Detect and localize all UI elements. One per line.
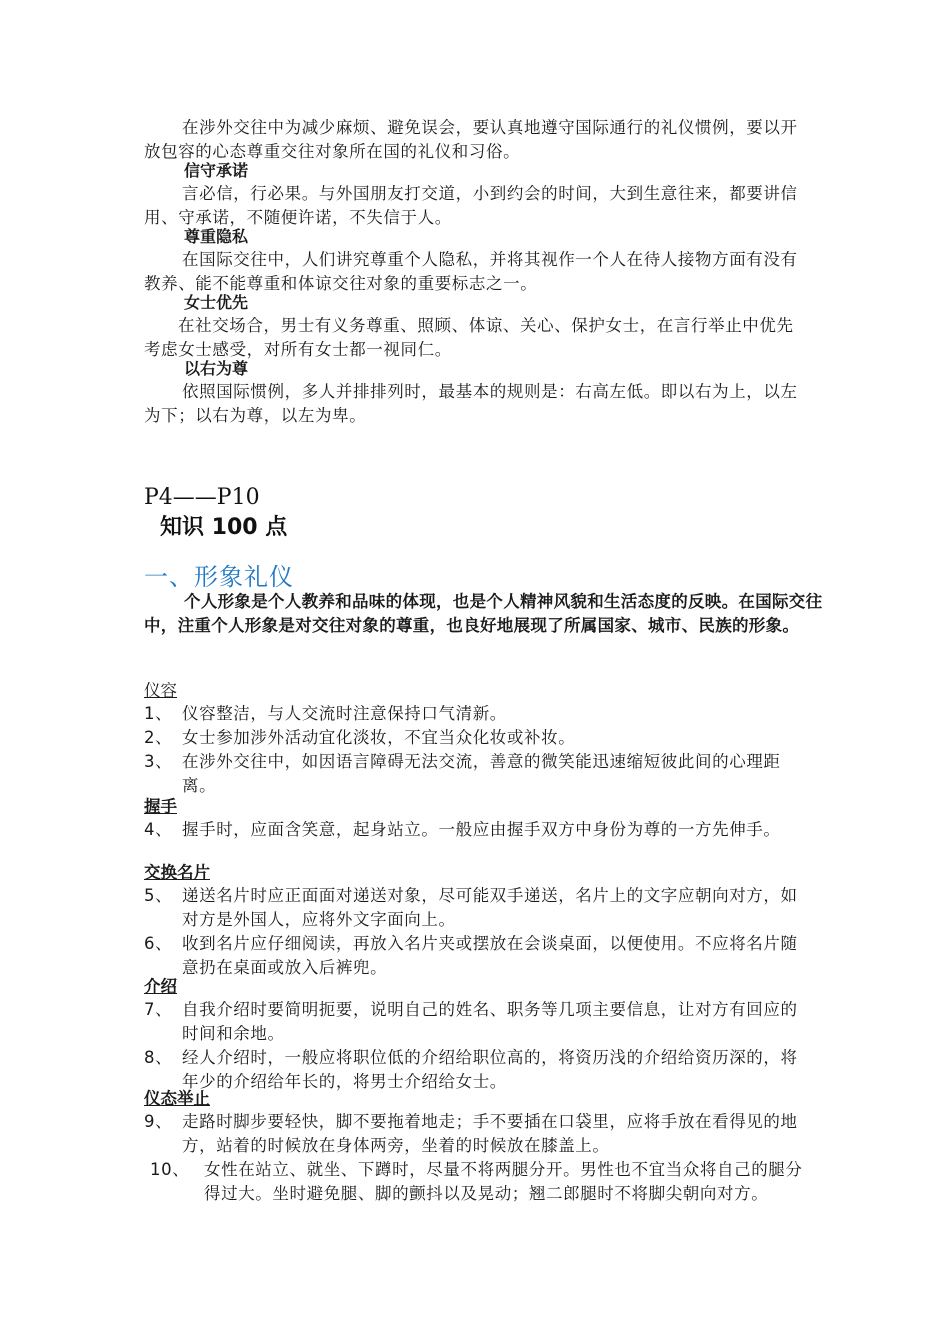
paragraph-intro-etiquette: 在涉外交往中为减少麻烦、避免误会，要认真地遵守国际通行的礼仪惯例，要以开放包容的心态尊重交往对象所在国的礼仪和习俗。 [144, 118, 798, 161]
subsection-handshake: 握手 [144, 797, 177, 816]
heading-ladies-first: 女士优先 [184, 293, 249, 312]
list-item: 7、 自我介绍时要简明扼要，说明自己的姓名、职务等几项主要信息，让对方有回应的时间和余地。 [144, 1000, 798, 1043]
heading-keep-promise: 信守承诺 [184, 161, 249, 180]
subsection-appearance: 仪容 [144, 681, 177, 700]
paragraph-respect-privacy: 在国际交往中，人们讲究尊重个人隐私，并将其视作一个人在待人接物方面有没有教养、能不能尊重和体谅交往对象的重要标志之一。 [144, 250, 798, 293]
list-item: 10、 女性在站立、就坐、下蹲时，尽量不将两腿分开。男性也不宜当众将自己的腿分得过大。坐时避免腿、脚的颤抖以及晃动；翘二郎腿时不将脚尖朝向对方。 [150, 1160, 803, 1203]
list-item: 5、 递送名片时应正面面对递送对象，尽可能双手递送，名片上的文字应朝向对方，如对方是外国人，应将外文字面向上。 [144, 886, 798, 929]
section-title: 一、形象礼仪 [144, 563, 294, 591]
list-item: 9、 走路时脚步要轻快，脚不要拖着地走；手不要插在口袋里，应将手放在看得见的地方，站着的时候放在身体两旁，坐着的时候放在膝盖上。 [144, 1112, 798, 1155]
list-item: 6、 收到名片应仔细阅读，再放入名片夹或摆放在会谈桌面，以便使用。不应将名片随意扔在桌面或放入后裤兜。 [144, 934, 798, 977]
heading-right-honor: 以右为尊 [184, 359, 249, 378]
subsection-business-cards: 交换名片 [144, 863, 210, 882]
section-intro: 个人形象是个人教养和品味的体现，也是个人精神风貌和生活态度的反映。在国际交往中，注重个人形象是对交往对象的尊重，也良好地展现了所属国家、城市、民族的形象。 [144, 592, 823, 635]
paragraph-ladies-first: 在社交场合，男士有义务尊重、照顾、体谅、关心、保护女士，在言行举止中优先考虑女士感受，对所有女士都一视同仁。 [144, 316, 794, 359]
list-item: 2、 女士参加涉外活动宜化淡妆，不宜当众化妆或补妆。 [144, 728, 576, 747]
knowledge-title: 知识 100 点 [160, 515, 288, 540]
list-item: 3、 在涉外交往中，如因语言障碍无法交流，善意的微笑能迅速缩短彼此间的心理距离。 [144, 752, 781, 795]
subsection-introduction: 介绍 [144, 977, 177, 996]
paragraph-keep-promise: 言必信，行必果。与外国朋友打交道，小到约会的时间，大到生意往来，都要讲信用、守承诺，不随便许诺，不失信于人。 [144, 184, 798, 227]
subsection-posture: 仪态举止 [144, 1089, 210, 1108]
list-item: 8、 经人介绍时，一般应将职位低的介绍给职位高的，将资历浅的介绍给资历深的，将年少的介绍给年长的，将男士介绍给女士。 [144, 1048, 798, 1091]
list-item: 4、 握手时，应面含笑意，起身站立。一般应由握手双方中身份为尊的一方先伸手。 [144, 820, 781, 839]
paragraph-right-honor: 依照国际惯例，多人并排排列时，最基本的规则是：右高左低。即以右为上，以左为下；以右为尊，以左为卑。 [144, 382, 798, 425]
list-item: 1、 仪容整洁，与人交流时注意保持口气清新。 [144, 704, 507, 723]
page-range-title: P4——P10 [144, 485, 260, 510]
heading-respect-privacy: 尊重隐私 [184, 227, 249, 246]
